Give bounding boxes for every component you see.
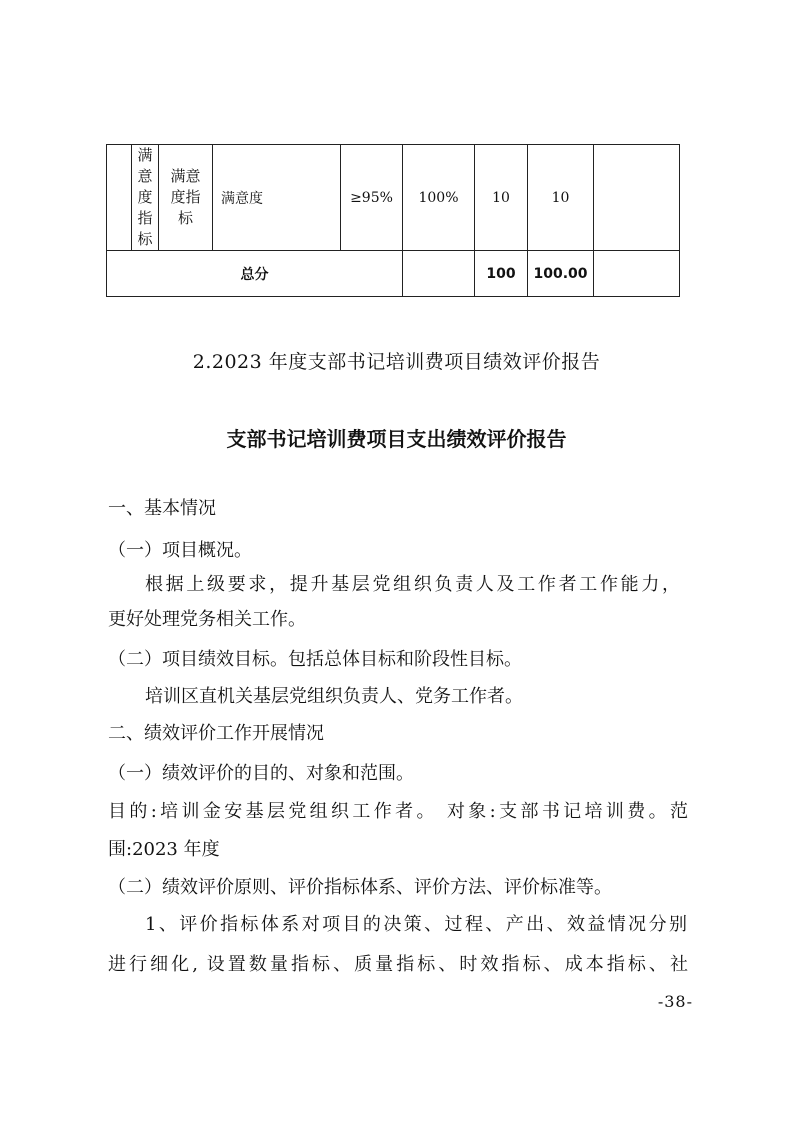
paragraph-purpose-1: 目的:培训金安基层党组织工作者。 对象:支部书记培训费。范 xyxy=(108,801,688,822)
total-score: 100.00 xyxy=(528,251,594,297)
heading-evaluation-principles: （二）绩效评价原则、评价指标体系、评价方法、评价标准等。 xyxy=(108,877,612,898)
total-note xyxy=(594,251,680,297)
heading-basic-info: 一、基本情况 xyxy=(108,498,216,519)
report-subtitle: 2.2023 年度支部书记培训费项目绩效评价报告 xyxy=(192,351,601,373)
table-cell-actual: 100% xyxy=(403,145,475,251)
heading-performance-goals: （二）项目绩效目标。包括总体目标和阶段性目标。 xyxy=(108,649,522,670)
table-cell-target: ≥95% xyxy=(341,145,403,251)
table-cell-weight: 10 xyxy=(475,145,528,251)
table-cell-blank xyxy=(107,145,132,251)
table-cell-category: 满 意 度 指 标 xyxy=(132,145,159,251)
paragraph-principles-2: 进行细化, 设置数量指标、质量指标、时效指标、成本指标、社 xyxy=(108,954,688,975)
paragraph-goals: 培训区直机关基层党组织负责人、党务工作者。 xyxy=(145,686,523,707)
paragraph-overview-1: 根据上级要求，提升基层党组织负责人及工作者工作能力， xyxy=(145,574,680,595)
table-cell-note xyxy=(594,145,680,251)
score-table xyxy=(106,144,680,297)
total-label: 总分 xyxy=(107,251,403,297)
table-cell-subcategory: 满意 度指 标 xyxy=(159,145,213,251)
total-blank xyxy=(403,251,475,297)
paragraph-principles-1: 1、评价指标体系对项目的决策、过程、产出、效益情况分别 xyxy=(145,914,687,935)
total-weight: 100 xyxy=(475,251,528,297)
table-row-satisfaction xyxy=(107,145,680,251)
page-number: -38- xyxy=(657,992,693,1011)
paragraph-overview-2: 更好处理党务相关工作。 xyxy=(108,609,306,630)
report-title: 支部书记培训费项目支出绩效评价报告 xyxy=(226,427,567,451)
table-cell-indicator: 满意度 xyxy=(213,145,341,251)
paragraph-purpose-2: 围:2023 年度 xyxy=(108,839,220,860)
heading-evaluation-purpose: （一）绩效评价的目的、对象和范围。 xyxy=(108,763,414,784)
table-cell-score: 10 xyxy=(528,145,594,251)
heading-evaluation-work: 二、绩效评价工作开展情况 xyxy=(108,723,324,744)
heading-project-overview: （一）项目概况。 xyxy=(108,540,252,561)
table-row-total xyxy=(107,251,680,297)
